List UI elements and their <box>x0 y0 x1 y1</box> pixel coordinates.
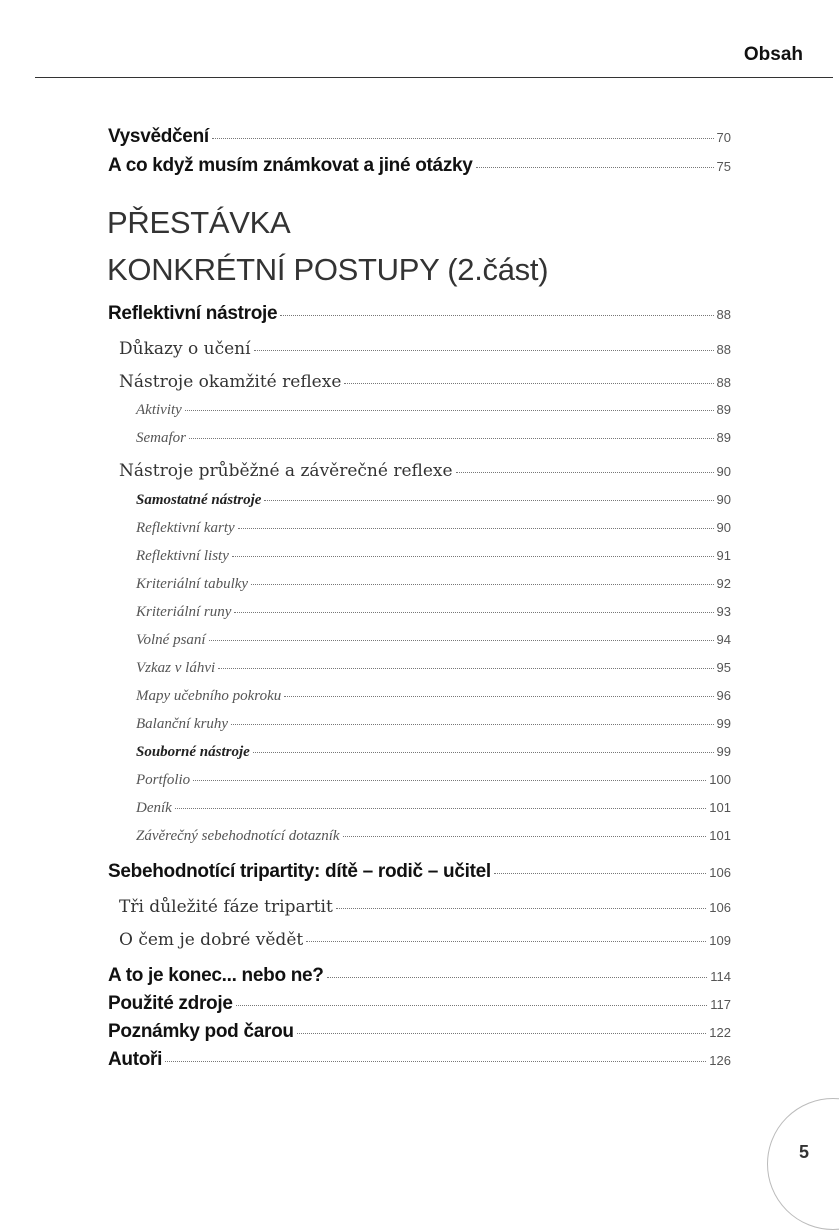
toc-page-number: 101 <box>709 800 731 815</box>
toc-entry[interactable] <box>119 372 731 392</box>
toc-page-number: 88 <box>716 342 731 357</box>
page-number: 5 <box>798 1142 809 1162</box>
dot-leader <box>175 808 706 809</box>
dot-leader <box>209 640 714 641</box>
dot-leader <box>297 1033 707 1034</box>
toc-label: O čem je dobré vědět <box>119 930 304 950</box>
toc-label: Semafor <box>136 430 186 446</box>
dot-leader <box>336 908 706 909</box>
toc-label: Souborné nástroje <box>136 744 250 760</box>
dot-leader <box>254 350 714 351</box>
toc-entry[interactable] <box>136 716 731 733</box>
toc-entry[interactable] <box>136 772 731 789</box>
toc-entry[interactable] <box>136 800 731 817</box>
toc-label: Mapy učebního pokroku <box>136 688 282 704</box>
toc-entry[interactable] <box>119 897 731 917</box>
dot-leader <box>238 528 714 529</box>
toc-page-number: 89 <box>716 402 731 417</box>
toc-page-number: 70 <box>716 130 731 145</box>
toc-entry[interactable] <box>108 993 731 1015</box>
toc-page-number: 106 <box>709 865 731 880</box>
toc-page-number: 96 <box>716 688 731 703</box>
toc-entry[interactable] <box>136 688 731 705</box>
toc-label: Vysvědčení <box>108 126 209 147</box>
toc-label: Použité zdroje <box>108 993 233 1014</box>
toc-entry[interactable] <box>108 303 731 325</box>
toc-page-number: 92 <box>716 576 731 591</box>
toc-page-number: 100 <box>709 772 731 787</box>
toc-page-number: 90 <box>716 464 731 479</box>
toc-label: Reflektivní karty <box>136 520 235 536</box>
toc-entry[interactable] <box>119 930 731 950</box>
toc-page-number: 109 <box>709 933 731 948</box>
toc-entry[interactable] <box>136 576 731 593</box>
dot-leader <box>494 873 706 874</box>
toc-label: Důkazy o učení <box>119 339 251 359</box>
toc-entry[interactable] <box>136 402 731 419</box>
toc-entry[interactable] <box>136 660 731 677</box>
dot-leader <box>231 724 713 725</box>
dot-leader <box>251 584 713 585</box>
toc-label: Kriteriální tabulky <box>136 576 249 592</box>
toc-entry[interactable] <box>136 492 731 509</box>
dot-leader <box>344 383 713 384</box>
dot-leader <box>327 977 708 978</box>
toc-page-number: 122 <box>709 1025 731 1040</box>
toc-page-number: 88 <box>716 375 731 390</box>
toc-label: Portfolio <box>136 772 191 788</box>
toc-label: Nástroje okamžité reflexe <box>119 372 342 392</box>
toc-label: Autoři <box>108 1049 163 1070</box>
toc-label: Vzkaz v láhvi <box>136 660 216 676</box>
section-title: Obsah <box>743 44 803 65</box>
toc-page-number: 88 <box>716 307 731 322</box>
toc-page-number: 99 <box>716 744 731 759</box>
dot-leader <box>343 836 707 837</box>
dot-leader <box>456 472 714 473</box>
toc-page-number: 91 <box>716 548 731 563</box>
dot-leader <box>193 780 706 781</box>
toc-label: Reflektivní nástroje <box>108 303 278 324</box>
toc-label: A to je konec... nebo ne? <box>108 965 324 986</box>
toc-entry[interactable] <box>119 461 731 481</box>
toc-label: A co když musím známkovat a jiné otázky <box>108 155 473 176</box>
dot-leader <box>232 556 714 557</box>
dot-leader <box>189 438 714 439</box>
dot-leader <box>234 612 713 613</box>
dot-leader <box>284 696 713 697</box>
toc-page-number: 106 <box>709 900 731 915</box>
toc-page-number: 75 <box>716 159 731 174</box>
toc-label: Poznámky pod čarou <box>108 1021 294 1042</box>
toc-page-number: 126 <box>709 1053 731 1068</box>
toc-label: Kriteriální runy <box>136 604 232 620</box>
toc-page-number: 93 <box>716 604 731 619</box>
toc-page-number: 114 <box>710 969 731 984</box>
toc-label: Balanční kruhy <box>136 716 229 732</box>
toc-label: Sebehodnotící tripartity: dítě – rodič – učitel <box>108 861 491 882</box>
toc-entry[interactable] <box>108 1021 731 1043</box>
toc-label: Závěrečný sebehodnotící dotazník <box>136 828 340 844</box>
toc-entry[interactable] <box>108 155 731 177</box>
toc-entry[interactable] <box>119 339 731 359</box>
toc-entry[interactable] <box>108 126 731 148</box>
part-heading: PŘESTÁVKA <box>107 205 291 240</box>
toc-label: Reflektivní listy <box>136 548 229 564</box>
part-heading: KONKRÉTNÍ POSTUPY (2.část) <box>107 252 549 287</box>
dot-leader <box>236 1005 708 1006</box>
toc-page-number: 90 <box>716 492 731 507</box>
dot-leader <box>476 167 714 168</box>
dot-leader <box>280 315 713 316</box>
toc-page-number: 99 <box>716 716 731 731</box>
toc-label: Volné psaní <box>136 632 206 648</box>
page-corner-arc <box>767 1098 839 1230</box>
toc-page-number: 90 <box>716 520 731 535</box>
toc-page-number: 89 <box>716 430 731 445</box>
dot-leader <box>165 1061 706 1062</box>
toc-page-number: 95 <box>716 660 731 675</box>
toc-entry[interactable] <box>136 632 731 649</box>
toc-entry[interactable] <box>136 828 731 845</box>
dot-leader <box>212 138 714 139</box>
toc-label: Samostatné nástroje <box>136 492 262 508</box>
toc-page-number: 94 <box>716 632 731 647</box>
dot-leader <box>306 941 706 942</box>
dot-leader <box>185 410 714 411</box>
toc-entry[interactable] <box>136 520 731 537</box>
dot-leader <box>253 752 714 753</box>
header-rule <box>35 77 833 78</box>
toc-label: Aktivity <box>136 402 182 418</box>
dot-leader <box>218 668 713 669</box>
toc-label: Nástroje průběžné a závěrečné reflexe <box>119 461 453 481</box>
dot-leader <box>264 500 713 501</box>
toc-entry[interactable] <box>136 744 731 761</box>
toc-entry[interactable] <box>136 548 731 565</box>
toc-entry[interactable] <box>108 861 731 883</box>
toc-page-number: 101 <box>709 828 731 843</box>
toc-entry[interactable] <box>136 430 731 447</box>
toc-entry[interactable] <box>136 604 731 621</box>
toc-label: Tři důležité fáze tripartit <box>119 897 333 917</box>
toc-entry[interactable] <box>108 965 731 987</box>
toc-page-number: 117 <box>710 997 731 1012</box>
toc-label: Deník <box>136 800 172 816</box>
toc-entry[interactable] <box>108 1049 731 1071</box>
